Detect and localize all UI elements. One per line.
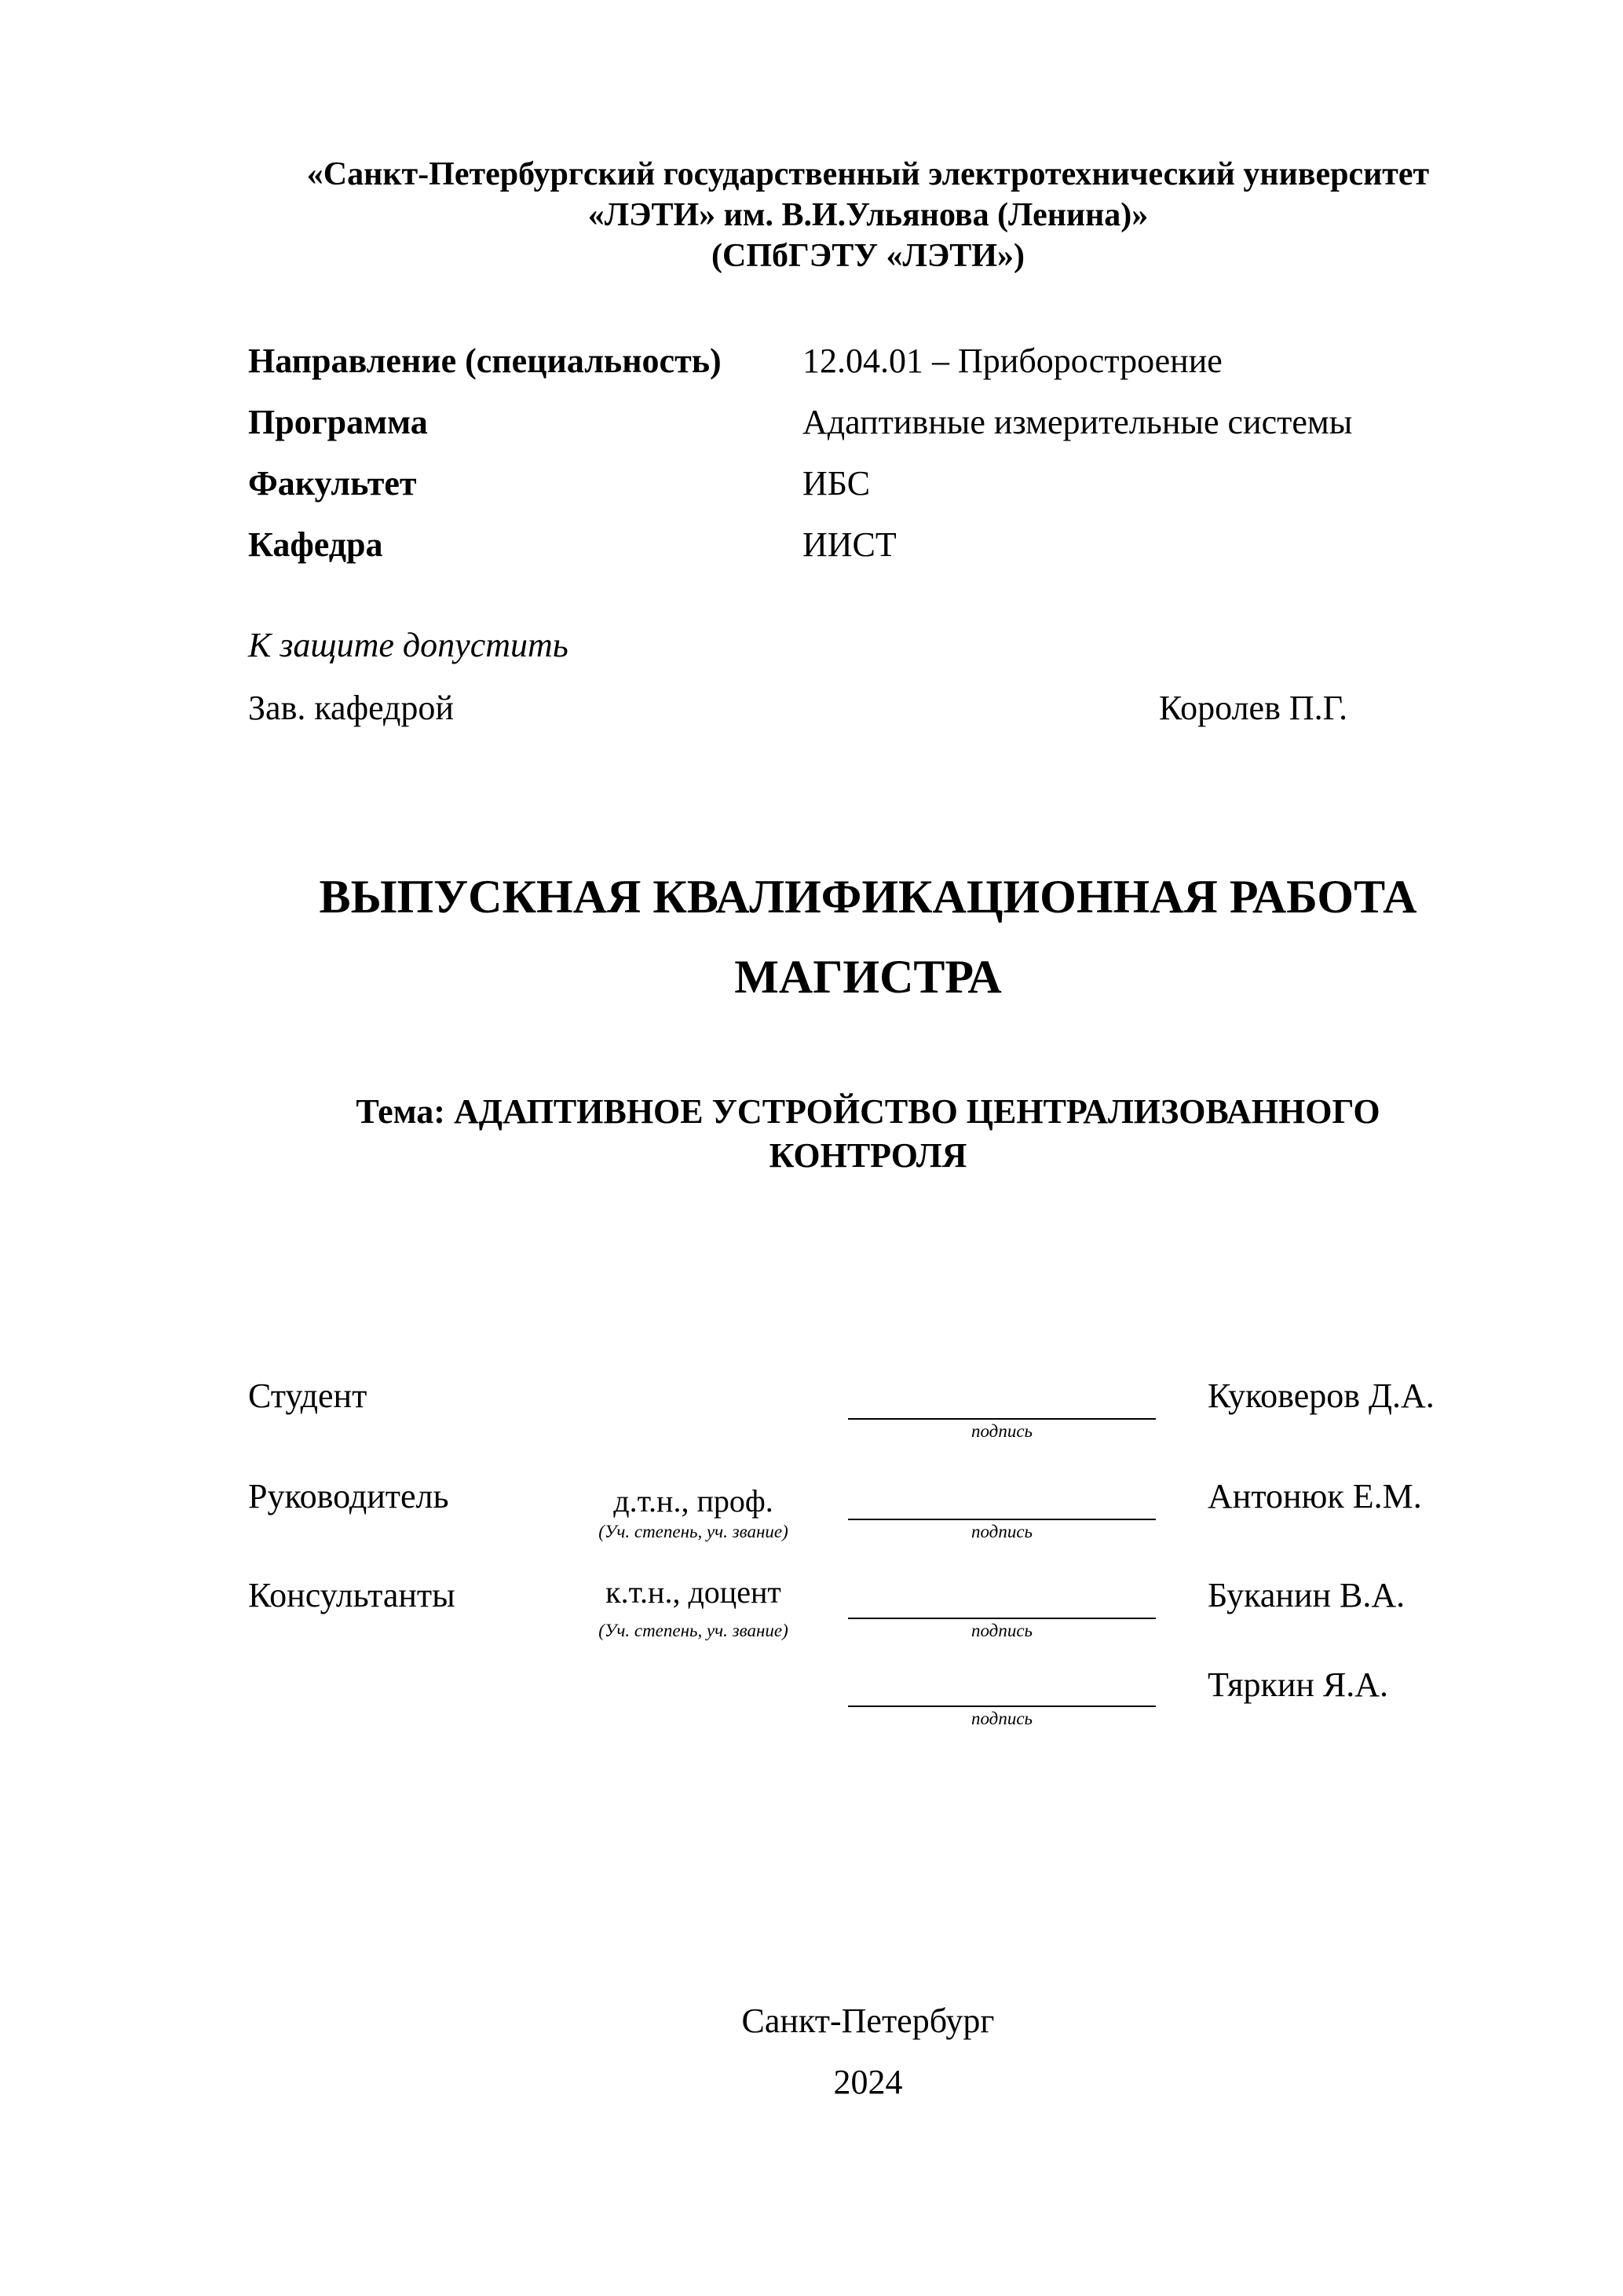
consultant1-signature-caption: подпись	[971, 1621, 1033, 1640]
consultant2-signature-caption: подпись	[971, 1709, 1033, 1728]
work-title-line1: ВЫПУСКНАЯ КВАЛИФИКАЦИОННАЯ РАБОТА	[319, 871, 1417, 923]
consultant2-name: Тяркин Я.А.	[1208, 1665, 1389, 1704]
supervisor-role: Руководитель	[248, 1477, 449, 1515]
consultant1-name: Буканин В.А.	[1208, 1576, 1406, 1614]
supervisor-degree: д.т.н., проф.	[613, 1483, 773, 1519]
supervisor-signature-line	[848, 1519, 1156, 1520]
university-abbrev: (СПбГЭТУ «ЛЭТИ»)	[711, 238, 1025, 274]
student-signature-line	[848, 1418, 1156, 1420]
supervisor-name: Антонюк Е.М.	[1208, 1477, 1422, 1515]
supervisor-degree-caption: (Уч. степень, уч. звание)	[598, 1522, 788, 1541]
university-name-line2: «ЛЭТИ» им. В.И.Ульянова (Ленина)»	[587, 197, 1149, 233]
student-role: Студент	[248, 1377, 367, 1415]
year: 2024	[833, 2063, 903, 2101]
admit-to-defense: К защите допустить	[248, 626, 568, 664]
city: Санкт-Петербург	[741, 2002, 995, 2040]
topic-prefix: Тема:	[356, 1092, 445, 1131]
consultants-role: Консультанты	[248, 1576, 455, 1614]
topic-line1	[0, 1091, 1623, 1132]
info-value-department: ИИСТ	[802, 525, 897, 564]
topic-title-line1: АДАПТИВНОЕ УСТРОЙСТВО ЦЕНТРАЛИЗОВАННОГО	[453, 1092, 1380, 1131]
info-label-department: Кафедра	[248, 525, 383, 564]
university-name-line1: «Санкт-Петербургский государственный электротехнический университет	[306, 156, 1430, 192]
student-name: Куковеров Д.А.	[1208, 1377, 1435, 1415]
consultant-degree: к.т.н., доцент	[605, 1574, 781, 1610]
student-signature-caption: подпись	[971, 1421, 1033, 1441]
info-value-faculty: ИБС	[802, 464, 871, 503]
supervisor-signature-caption: подпись	[971, 1522, 1033, 1541]
info-label-program: Программа	[248, 403, 428, 441]
consultant2-signature-line	[848, 1706, 1156, 1707]
info-value-program: Адаптивные измерительные системы	[802, 403, 1353, 441]
head-of-department-label: Зав. кафедрой	[248, 689, 454, 727]
info-label-direction: Направление (специальность)	[248, 342, 722, 380]
consultant-degree-caption: (Уч. степень, уч. звание)	[598, 1621, 788, 1640]
consultant1-signature-line	[848, 1618, 1156, 1619]
head-of-department-name: Королев П.Г.	[1159, 689, 1348, 727]
info-label-faculty: Факультет	[248, 464, 417, 503]
work-title-line2: МАГИСТРА	[734, 951, 1002, 1003]
topic-title-line2: КОНТРОЛЯ	[769, 1136, 967, 1175]
info-value-direction: 12.04.01 – Приборостроение	[802, 342, 1223, 380]
